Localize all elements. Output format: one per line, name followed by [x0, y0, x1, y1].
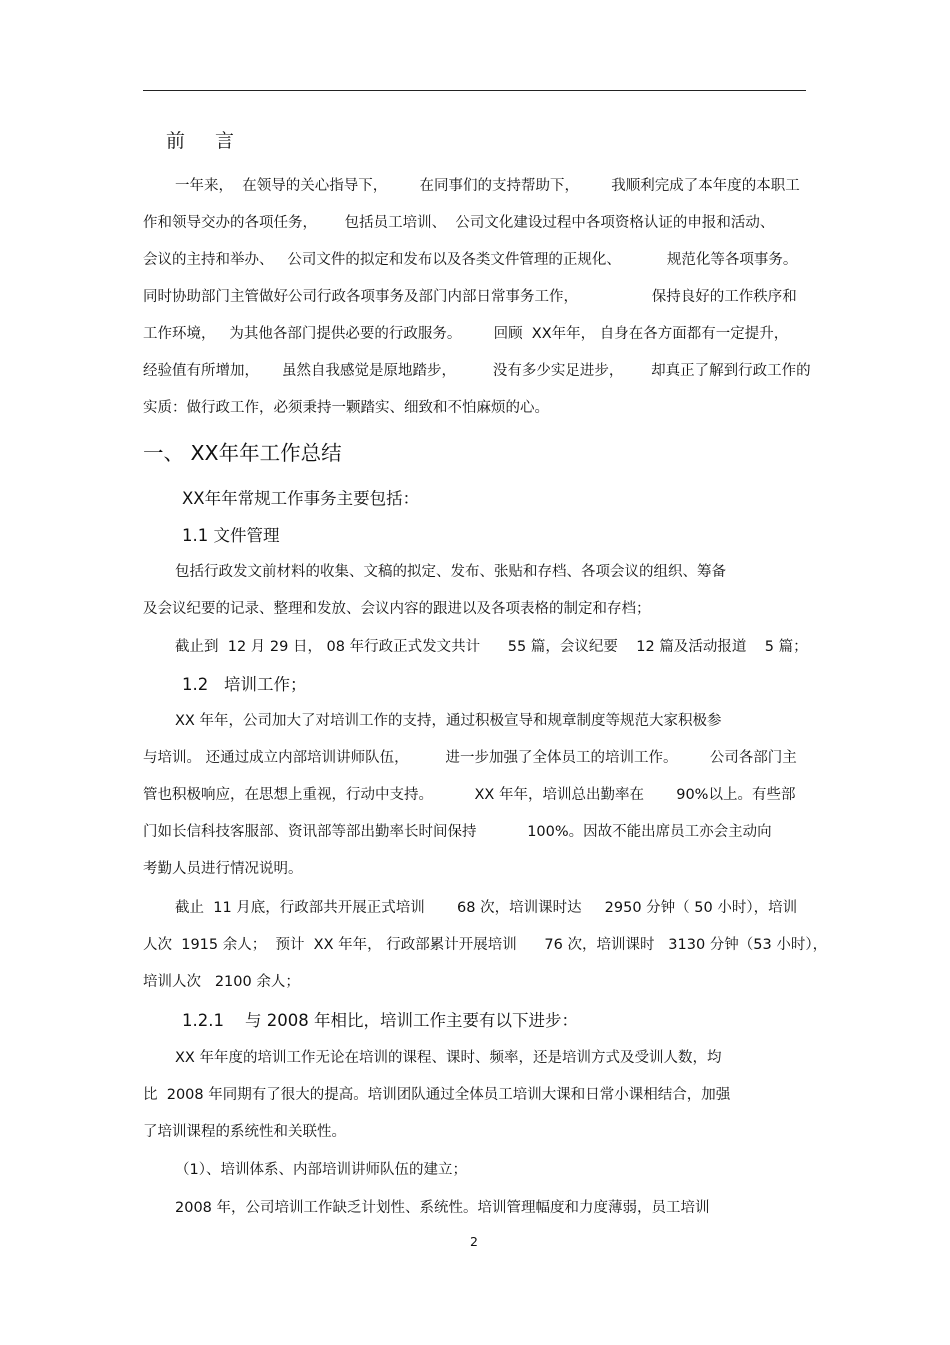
section-heading: 一、 XX年年工作总结	[143, 441, 342, 465]
preface-title: 前 言	[166, 130, 247, 152]
paragraph-line: 与培训。 还通过成立内部培训讲师队伍， 进一步加强了全体员工的培训工作。 公司各部门主	[143, 750, 797, 766]
paragraph-line: 截止到 12 月 29 日， 08 年行政正式发文共计 55 篇，会议纪要 12 篇及活动报道 5 篇；	[175, 639, 808, 655]
paragraph-line: （1）、培训体系、内部培训讲师队伍的建立；	[175, 1162, 467, 1178]
paragraph-line: 比 2008 年同期有了很大的提高。培训团队通过全体员工培训大课和日常小课相结合，加强	[143, 1087, 731, 1103]
subsection-heading: 1.1 文件管理	[182, 526, 280, 545]
paragraph-line: XX 年年度的培训工作无论在培训的课程、课时、频率，还是培训方式及受训人数，均	[175, 1050, 722, 1066]
paragraph-line: 培训人次 2100 余人；	[143, 974, 300, 990]
page-number: 2	[470, 1234, 478, 1249]
paragraph-line: XX 年年，公司加大了对培训工作的支持，通过积极宣导和规章制度等规范大家积极参	[175, 713, 722, 729]
paragraph-line: 同时协助部门主管做好公司行政各项事务及部门内部日常事务工作， 保持良好的工作秩序和	[143, 289, 797, 305]
paragraph-line: 2008 年，公司培训工作缺乏计划性、系统性。培训管理幅度和力度薄弱，员工培训	[175, 1200, 710, 1216]
paragraph-line: 管也积极响应，在思想上重视，行动中支持。 XX 年年，培训总出勤率在 90%以上。有些部	[143, 787, 796, 803]
paragraph-line: 一年来， 在领导的关心指导下， 在同事们的支持帮助下， 我顺利完成了本年度的本职工	[175, 178, 800, 194]
paragraph-line: 截止 11 月底，行政部共开展正式培训 68 次，培训课时达 2950 分钟（ 50 小时），培训	[175, 900, 798, 916]
subsection-heading: 1.2.1 与 2008 年相比，培训工作主要有以下进步：	[182, 1011, 578, 1030]
paragraph-line: 门如长信科技客服部、资讯部等部出勤率长时间保持 100%。因故不能出席员工亦会主动向	[143, 824, 772, 840]
paragraph-line: 及会议纪要的记录、整理和发放、会议内容的跟进以及各项表格的制定和存档；	[143, 601, 651, 617]
paragraph-line: 人次 1915 余人； 预计 XX 年年， 行政部累计开展培训 76 次，培训课时 3130 分钟（53 小时），	[143, 937, 828, 953]
section-intro: XX年年常规工作事务主要包括：	[182, 489, 420, 508]
subsection-heading: 1.2 培训工作；	[182, 675, 307, 694]
paragraph-line: 作和领导交办的各项任务， 包括员工培训、 公司文化建设过程中各项资格认证的申报和活动、	[143, 215, 775, 231]
paragraph-line: 经验值有所增加， 虽然自我感觉是原地踏步， 没有多少实足进步， 却真正了解到行政工作的	[143, 363, 811, 379]
paragraph-line: 实质：做行政工作，必须秉持一颗踏实、细致和不怕麻烦的心。	[143, 400, 549, 416]
paragraph-line: 包括行政发文前材料的收集、文稿的拟定、发布、张贴和存档、各项会议的组织、筹备	[175, 564, 726, 580]
paragraph-line: 考勤人员进行情况说明。	[143, 861, 303, 877]
paragraph-line: 了培训课程的系统性和关联性。	[143, 1124, 346, 1140]
paragraph-line: 会议的主持和举办、 公司文件的拟定和发布以及各类文件管理的正规化、 规范化等各项事务。	[143, 252, 798, 268]
header-rule	[143, 90, 806, 91]
paragraph-line: 工作环境， 为其他各部门提供必要的行政服务。 回顾 XX年年， 自身在各方面都有一定提升，	[143, 326, 789, 342]
